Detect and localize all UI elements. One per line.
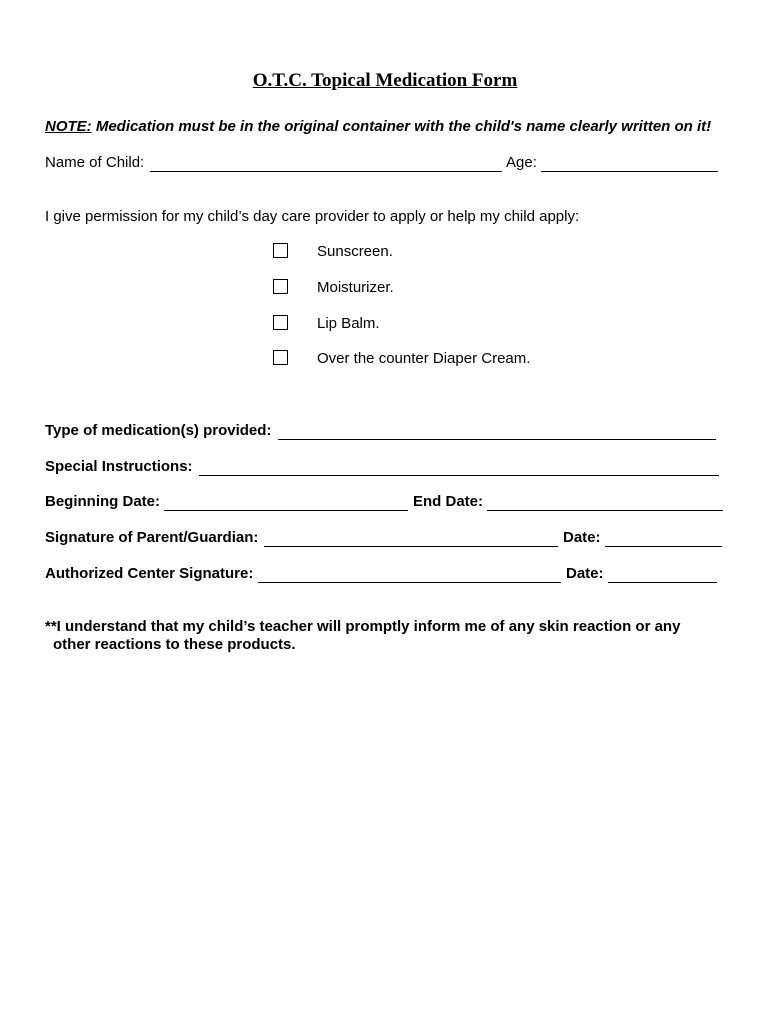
- beginning-date-label: Beginning Date:: [45, 493, 160, 510]
- medication-type-field[interactable]: [278, 439, 716, 440]
- parent-signature-label: Signature of Parent/Guardian:: [45, 529, 259, 546]
- child-name-field[interactable]: [150, 171, 502, 172]
- end-date-field[interactable]: [487, 510, 723, 511]
- footnote-line-1: **I understand that my child’s teacher will promptly inform me of any skin reaction or any: [45, 618, 681, 635]
- center-signature-label: Authorized Center Signature:: [45, 565, 254, 582]
- center-date-label: Date:: [566, 565, 604, 582]
- age-label: Age:: [506, 154, 537, 171]
- medication-type-label: Type of medication(s) provided:: [45, 422, 272, 439]
- child-name-label: Name of Child:: [45, 154, 145, 171]
- age-field[interactable]: [541, 171, 718, 172]
- sunscreen-checkbox[interactable]: [273, 243, 288, 258]
- beginning-date-field[interactable]: [164, 510, 408, 511]
- special-instructions-field[interactable]: [199, 475, 719, 476]
- option-label-lip-balm: Lip Balm.: [317, 315, 380, 332]
- parent-date-label: Date:: [563, 529, 601, 546]
- lip-balm-checkbox[interactable]: [273, 315, 288, 330]
- moisturizer-checkbox[interactable]: [273, 279, 288, 294]
- option-label-sunscreen: Sunscreen.: [317, 243, 393, 260]
- note-body: Medication must be in the original container with the child's name clearly written on it!: [91, 118, 712, 135]
- special-instructions-label: Special Instructions:: [45, 458, 193, 475]
- diaper-cream-checkbox[interactable]: [273, 350, 288, 365]
- end-date-label: End Date:: [413, 493, 484, 510]
- parent-signature-field[interactable]: [264, 546, 558, 547]
- note-label: NOTE:: [45, 118, 92, 135]
- parent-date-field[interactable]: [605, 546, 722, 547]
- footnote-line-2: other reactions to these products.: [53, 636, 296, 653]
- option-label-diaper-cream: Over the counter Diaper Cream.: [317, 350, 531, 367]
- center-date-field[interactable]: [608, 582, 717, 583]
- form-title: O.T.C. Topical Medication Form: [252, 70, 518, 91]
- center-signature-field[interactable]: [258, 582, 561, 583]
- acknowledgement-footnote: [45, 618, 680, 654]
- option-label-moisturizer: Moisturizer.: [317, 279, 394, 296]
- permission-statement: I give permission for my child’s day care provider to apply or help my child apply:: [45, 208, 580, 225]
- note-text: [45, 118, 711, 135]
